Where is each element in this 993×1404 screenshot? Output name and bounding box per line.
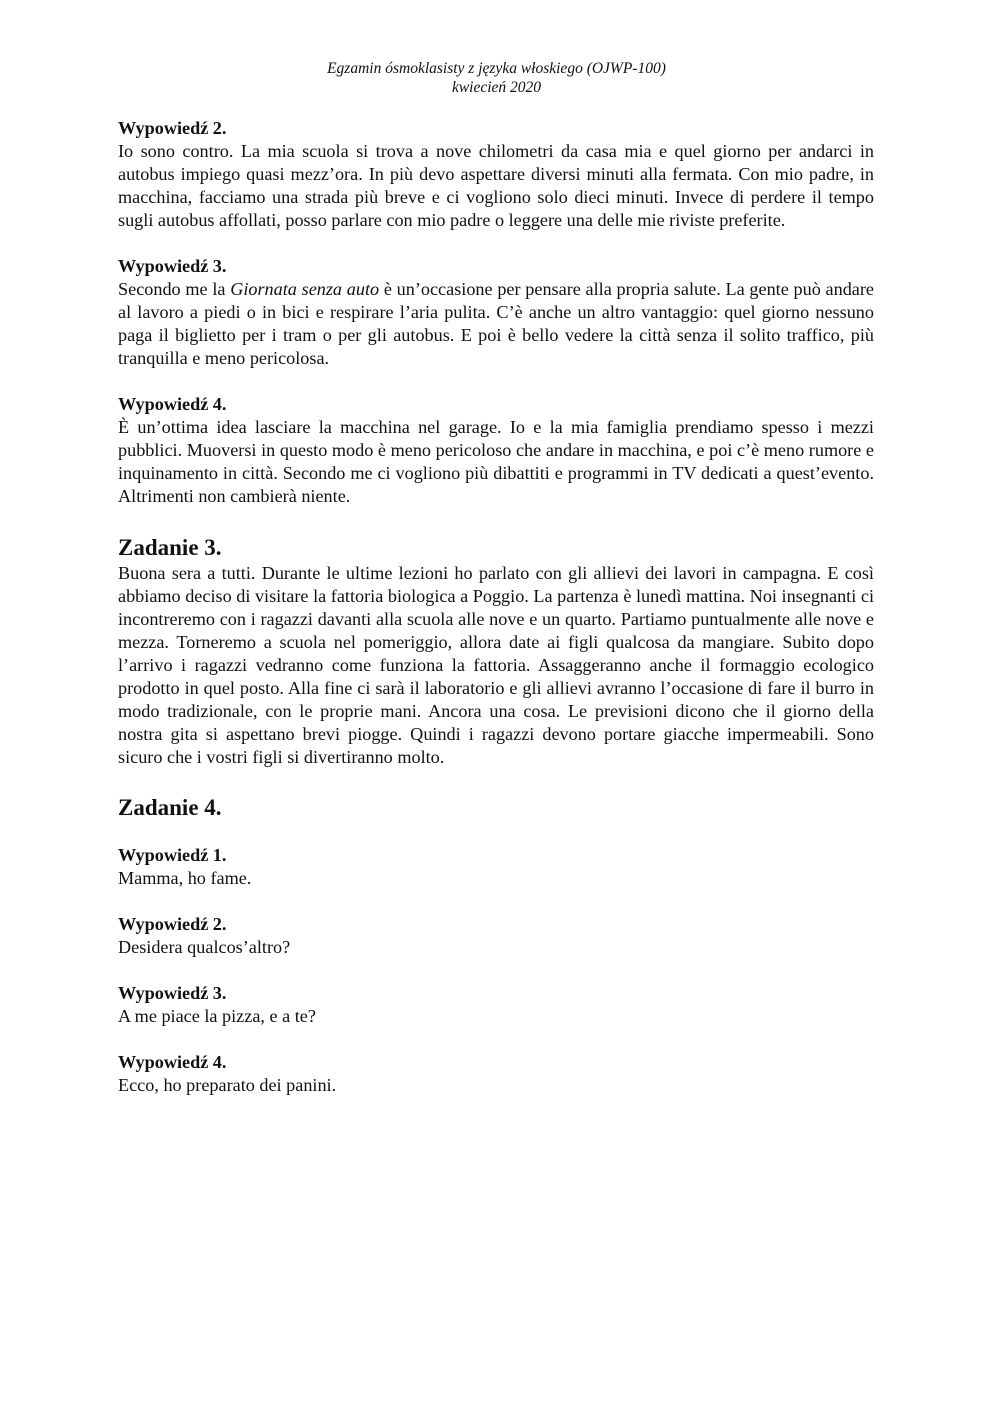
task4-item xyxy=(118,913,874,959)
exam-title: Egzamin ósmoklasisty z języka włoskiego (OJWP-100) xyxy=(327,60,666,77)
statement-text xyxy=(118,278,874,370)
exam-date: kwiecień 2020 xyxy=(451,79,542,96)
statement-text: A me piace la pizza, e a te? xyxy=(118,1006,316,1026)
statement-3 xyxy=(118,255,874,370)
task4-item xyxy=(118,1051,874,1097)
document-body xyxy=(118,117,874,1097)
statement-text: Ecco, ho preparato dei panini. xyxy=(118,1075,337,1095)
statement-heading: Wypowiedź 1. xyxy=(118,845,227,865)
task4-item xyxy=(118,982,874,1028)
page-header xyxy=(0,59,993,97)
statement-heading: Wypowiedź 2. xyxy=(118,914,227,934)
statement-heading: Wypowiedź 4. xyxy=(118,1052,227,1072)
statement-heading: Wypowiedź 3. xyxy=(118,983,227,1003)
statement-text: Desidera qualcos’altro? xyxy=(118,937,291,957)
statement-text: È un’ottima idea lasciare la macchina nel garage. Io e la mia famiglia prendiamo spesso i mezzi pubblici. Muoversi in questo modo è meno pericoloso che andare in macchina, e poi c’è meno rumore e inquinamento in città. Secondo me ci vogliono più dibattiti e programmi in TV dedicati a quest’evento. Altrimenti non cambierà niente. xyxy=(118,417,874,506)
task4-item xyxy=(118,844,874,890)
statement-4 xyxy=(118,393,874,508)
text-before: Secondo me la xyxy=(118,279,231,299)
task-text: Buona sera a tutti. Durante le ultime lezioni ho parlato con gli allievi dei lavori in campagna. E così abbiamo deciso di visitare la fattoria biologica a Poggio. La partenza è lunedì mattina. Noi insegnanti ci incontreremo con i ragazzi davanti alla scuola alle nove e un quarto. Partiamo puntualmente alle nove e mezza. Torneremo a scuola nel pomeriggio, allora date ai figli qualcosa da mangiare. Subito dopo l’arrivo i ragazzi vedranno come funziona la fattoria. Assaggeranno anche il formaggio ecologico prodotto in quel posto. Alla fine ci sarà il laboratorio e gli allievi avranno l’occasione di fare il burro in modo tradizionale, con le proprie mani. Ancora una cosa. Le previsioni dicono che il giorno della nostra gita si aspettano brevi piogge. Quindi i ragazzi devono portare giacche impermeabili. Sono sicuro che i vostri figli si divertiranno molto. xyxy=(118,563,874,767)
statement-heading: Wypowiedź 2. xyxy=(118,118,227,138)
statement-text: Mamma, ho fame. xyxy=(118,868,252,888)
text-after: è un’occasione per pensare alla propria salute. La gente può andare al lavoro a piedi o in bici e respirare l’aria pulita. C’è anche un altro vantaggio: quel giorno nessuno paga il biglietto per i tram o per gli autobus. E poi è bello vedere la città senza il solito traffico, più tranquilla e meno pericolosa. xyxy=(118,279,874,368)
task-3 xyxy=(118,534,874,769)
statement-text: Io sono contro. La mia scuola si trova a nove chilometri da casa mia e quel giorno per andarci in autobus impiego quasi mezz’ora. In più devo aspettare diversi minuti alla fermata. Con mio padre, in macchina, facciamo una strada più breve e ci vogliono solo dieci minuti. Invece di perdere il tempo sugli autobus affollati, posso parlare con mio padre o leggere una delle mie riviste preferite. xyxy=(118,141,874,230)
task-heading: Zadanie 3. xyxy=(118,535,222,560)
task-4 xyxy=(118,794,874,1097)
task-heading: Zadanie 4. xyxy=(118,795,222,820)
statement-heading: Wypowiedź 4. xyxy=(118,394,227,414)
statement-2 xyxy=(118,117,874,232)
statement-heading: Wypowiedź 3. xyxy=(118,256,227,276)
italic-title: Giornata senza auto xyxy=(230,279,380,299)
